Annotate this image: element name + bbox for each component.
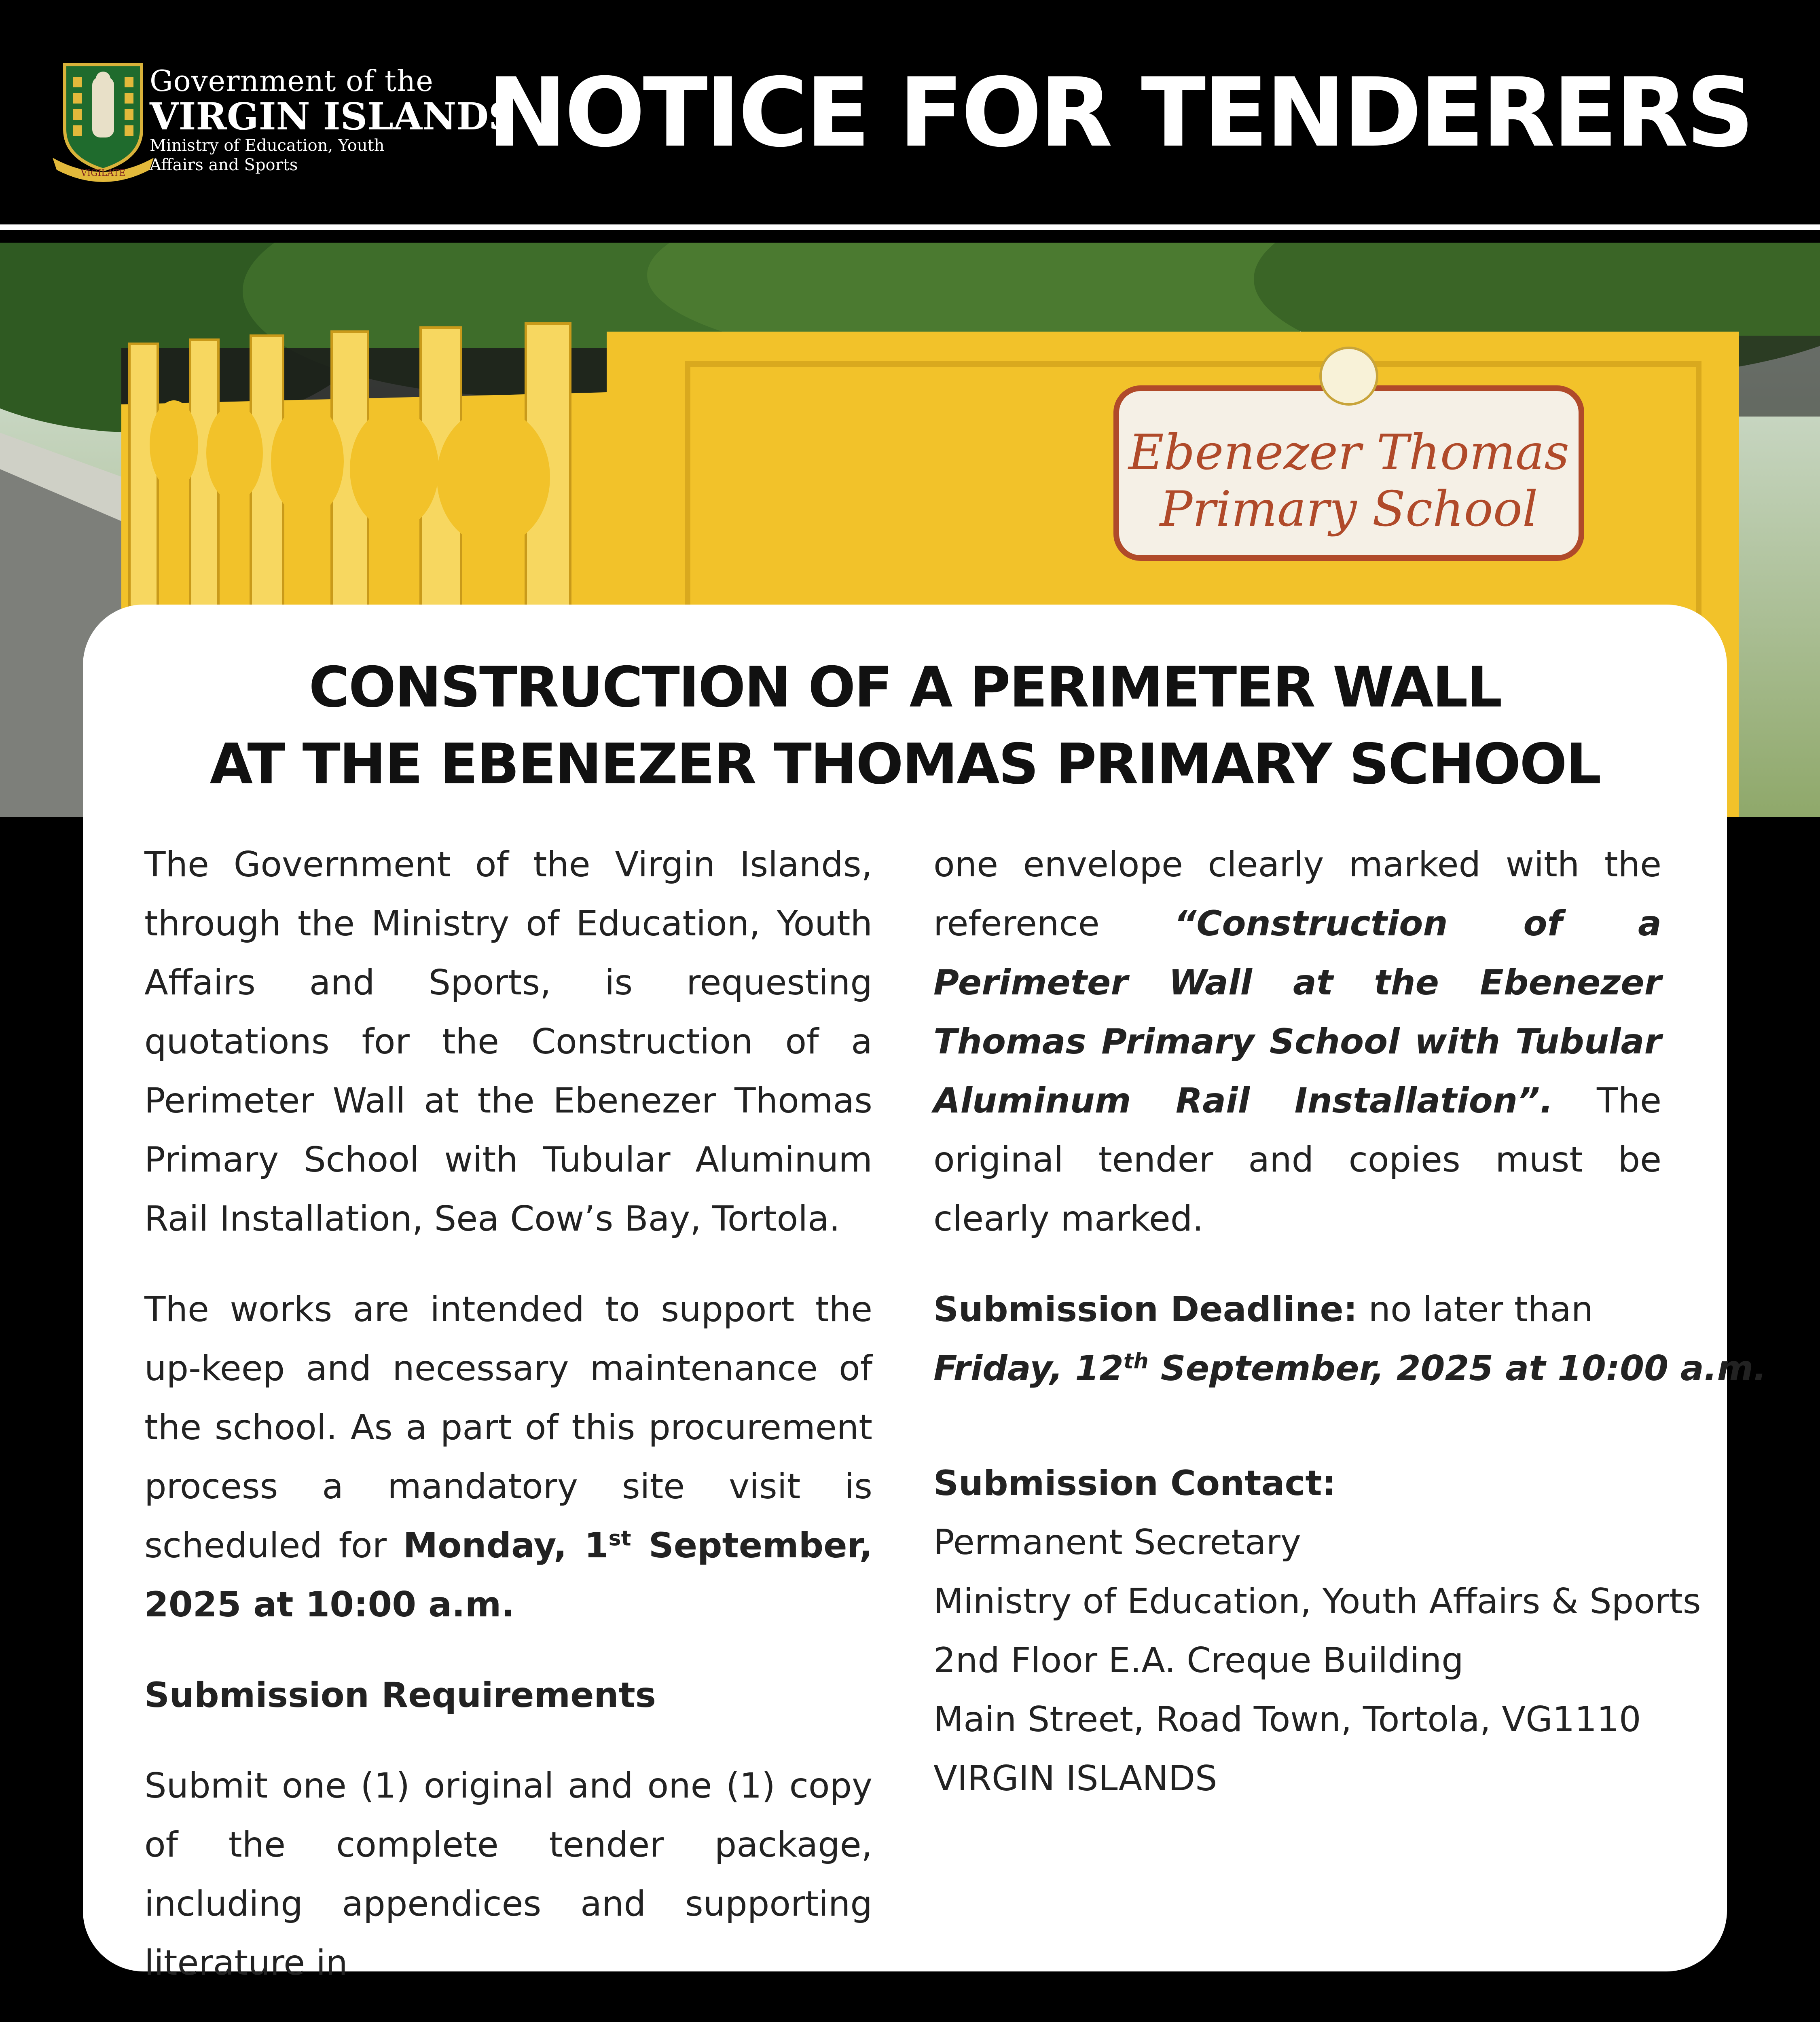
header-divider [0,224,1820,230]
gov-line1: Government of the [150,64,434,98]
envelope-paragraph [933,835,1661,1248]
site-visit-text: The works are intended to support the up-keep and necessary maintenance of the school. As a part of this procurement process a mandatory site visit is scheduled for [144,1289,872,1566]
svg-text:VIGILATE: VIGILATE [80,168,126,178]
site-visit-date-a: Monday, 1 [403,1525,609,1566]
envelope-tail: The original tender and copies must be clearly marked. [933,1081,1661,1239]
site-visit-sup: st [608,1526,631,1551]
contact-line: Main Street, Road Town, Tortola, VG1110 [933,1699,1641,1740]
heading-line1: CONSTRUCTION OF A PERIMETER WALL [309,655,1501,720]
sign-line2: Primary School [1160,481,1538,537]
contact-line: 2nd Floor E.A. Creque Building [933,1640,1464,1681]
coat-of-arms-icon [53,61,154,182]
envelope-text: one envelope clearly marked with the reference [933,844,1661,944]
page-title: NOTICE FOR TENDERERS [487,58,1752,168]
left-column [144,835,872,1992]
notice-heading [83,649,1727,803]
header [0,0,1820,222]
notice-card [83,605,1767,1983]
contact-line: Permanent Secretary [933,1522,1301,1563]
deadline-label: Submission Deadline: [933,1289,1358,1330]
right-column [933,835,1767,1808]
site-visit-paragraph [144,1280,872,1634]
government-wordmark [150,65,515,175]
requirements-paragraph: Submit one (1) original and one (1) copy of the complete tender package, including appendices and supporting literature in [144,1766,872,1983]
deadline-text: no later than [1357,1289,1594,1330]
deadline-line [933,1280,1661,1339]
gov-line2: VIRGIN ISLANDS [150,95,516,138]
site-visit-date-b: September, 2025 at 10:00 a.m. [144,1525,872,1625]
contact-line: Ministry of Education, Youth Affairs & Sports [933,1581,1701,1622]
ministry-line: Ministry of Education, Youth Affairs and Sports [150,136,385,174]
envelope-reference: “Construction of a Perimeter Wall at the Ebenezer Thomas Primary School with Tubular Aluminum Rail Installation”. [933,903,1661,1121]
sign-line1: Ebenezer Thomas [1128,425,1569,481]
contact-line: VIRGIN ISLANDS [933,1758,1217,1799]
intro-paragraph: The Government of the Virgin Islands, through the Ministry of Education, Youth Affairs and Sports, is requesting quotations for the Construction of a Perimeter Wall at the Ebenezer Thomas Primary School with Tubular Aluminum Rail Installation, Sea Cow’s Bay, Tortola. [144,844,872,1239]
deadline-date: Friday, 12th September, 2025 at 10:00 a.m. [933,1348,1767,1389]
heading-line2: AT THE EBENEZER THOMAS PRIMARY SCHOOL [210,732,1600,797]
contact-label: Submission Contact: [933,1463,1336,1504]
requirements-heading: Submission Requirements [144,1675,656,1715]
